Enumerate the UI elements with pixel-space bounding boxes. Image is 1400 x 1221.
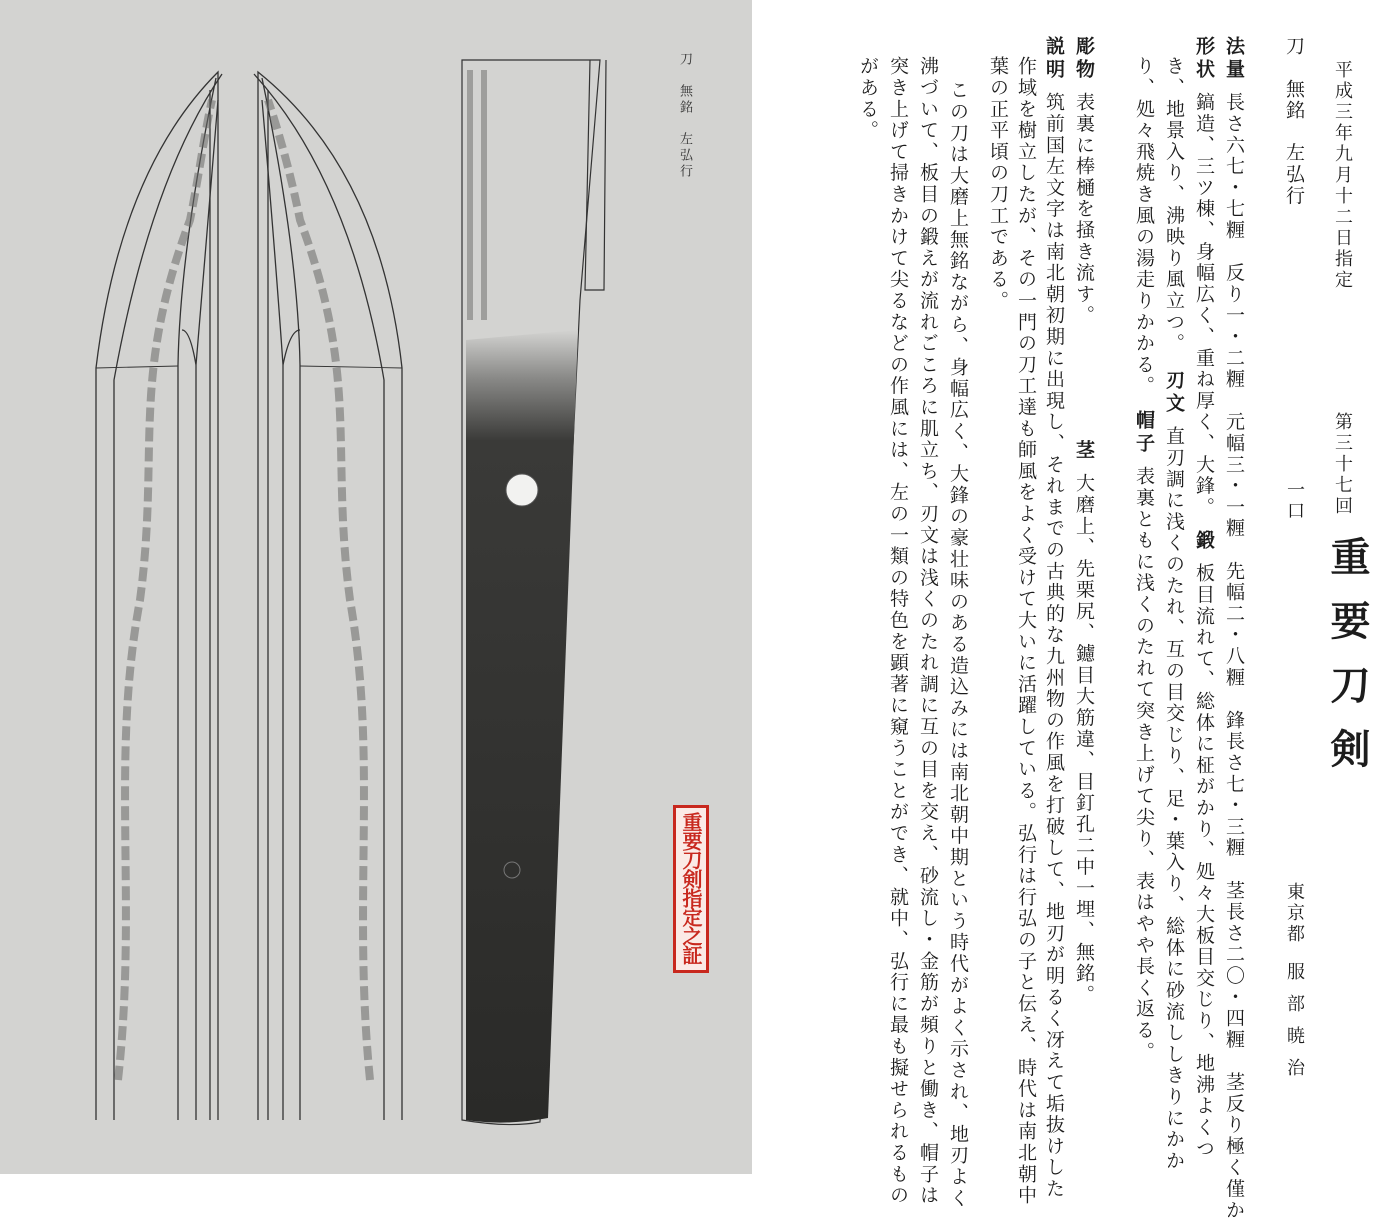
setsumei-label: 説明 xyxy=(1043,36,1065,82)
plate-caption: 刀 無銘 左弘行 xyxy=(677,52,692,180)
session-number: 第三十七回 xyxy=(1332,412,1353,517)
hoyo-row: 法量長さ六七・七糎 反り一・二糎 元幅三・一糎 先幅二・八糎 鋒長さ七・三糎 茎長さ二〇・四糎 茎反り極く僅か xyxy=(1223,36,1245,1221)
hamon-row: 刃文直刃調に浅くのたれ、互の目交じり、足・葉入り、総体に砂流ししきりにかか xyxy=(1163,370,1185,1172)
nakago-row: 茎大磨上、先栗尻、鑢目大筋違、目釘孔二中一埋、無銘。 xyxy=(1073,440,1095,1006)
sword-name: 刀 無銘 左弘行 xyxy=(1283,36,1305,207)
horimono-label: 彫物 xyxy=(1073,36,1095,82)
owner-place: 東京都 xyxy=(1284,882,1305,945)
designation-date: 平成三年九月十二日指定 xyxy=(1332,60,1353,291)
nakago-label: 茎 xyxy=(1073,440,1095,463)
blade-omote xyxy=(96,72,222,1120)
horimono-row: 彫物表裏に棒樋を掻き流す。 xyxy=(1073,36,1095,327)
explanation-line-6: がある。 xyxy=(857,56,879,142)
boshi-label: 帽子 xyxy=(1133,410,1155,456)
kitae-row: 鍛板目流れて、総体に柾がかり、処々大板目交じり、地沸よくつ xyxy=(1193,530,1215,1160)
item-count: 一口 xyxy=(1284,480,1305,522)
explanation-line-1: 作域を樹立したが、その一門の刀工達も師風をよく受けて大いに活躍している。弘行は行弘の子と伝え、時代は南北朝中 xyxy=(1015,56,1037,1207)
setsumei-row: 説明筑前国左文字は南北朝初期に出現し、それまでの古典的な九州物の作風を打破して、地刃が明るく冴えて垢抜けした xyxy=(1043,36,1065,1200)
hamon-label: 刃文 xyxy=(1163,370,1185,416)
kitae-label: 鍛 xyxy=(1193,530,1215,553)
owner-name: 服部暁治 xyxy=(1284,962,1305,1090)
hamon-continued: り、処々飛焼き風の湯走りかかる。 xyxy=(1133,56,1155,397)
boshi-row: 帽子表裏ともに浅くのたれて突き上げて尖り、表はやや長く返る。 xyxy=(1133,410,1155,1063)
text-page xyxy=(752,0,1400,1221)
hoyo-label: 法量 xyxy=(1223,36,1245,82)
explanation-line-4: 沸づいて、板目の鍛えが流れごころに肌立ち、刃文は浅くのたれ調に互の目を交え、砂流し・金筋が頻りと働き、帽子は xyxy=(917,56,939,1207)
blade-ura xyxy=(254,72,402,1120)
nakago-drawing xyxy=(462,60,606,1125)
keijo-label: 形状 xyxy=(1193,36,1215,82)
page-title: 重要刀剣 xyxy=(1324,536,1371,792)
designation-seal: 重要刀剣指定之証 xyxy=(673,805,709,973)
explanation-line-3: この刀は大磨上無銘ながら、身幅広く、大鋒の豪壮味のある造込みには南北朝中期という時代がよく示され、地刃よく xyxy=(947,80,969,1209)
keijo-row: 形状鎬造、三ツ棟、身幅広く、重ね厚く、大鋒。 xyxy=(1193,36,1215,518)
kitae-continued: き、地景入り、沸映り風立つ。 xyxy=(1163,56,1185,355)
explanation-line-2: 葉の正平頃の刀工である。 xyxy=(987,56,1009,312)
explanation-line-5: 突き上げて掃きかけて尖るなどの作風には、左の一類の特色を顕著に窺うことができ、就中、弘行に最も擬せられるもの xyxy=(887,56,909,1207)
